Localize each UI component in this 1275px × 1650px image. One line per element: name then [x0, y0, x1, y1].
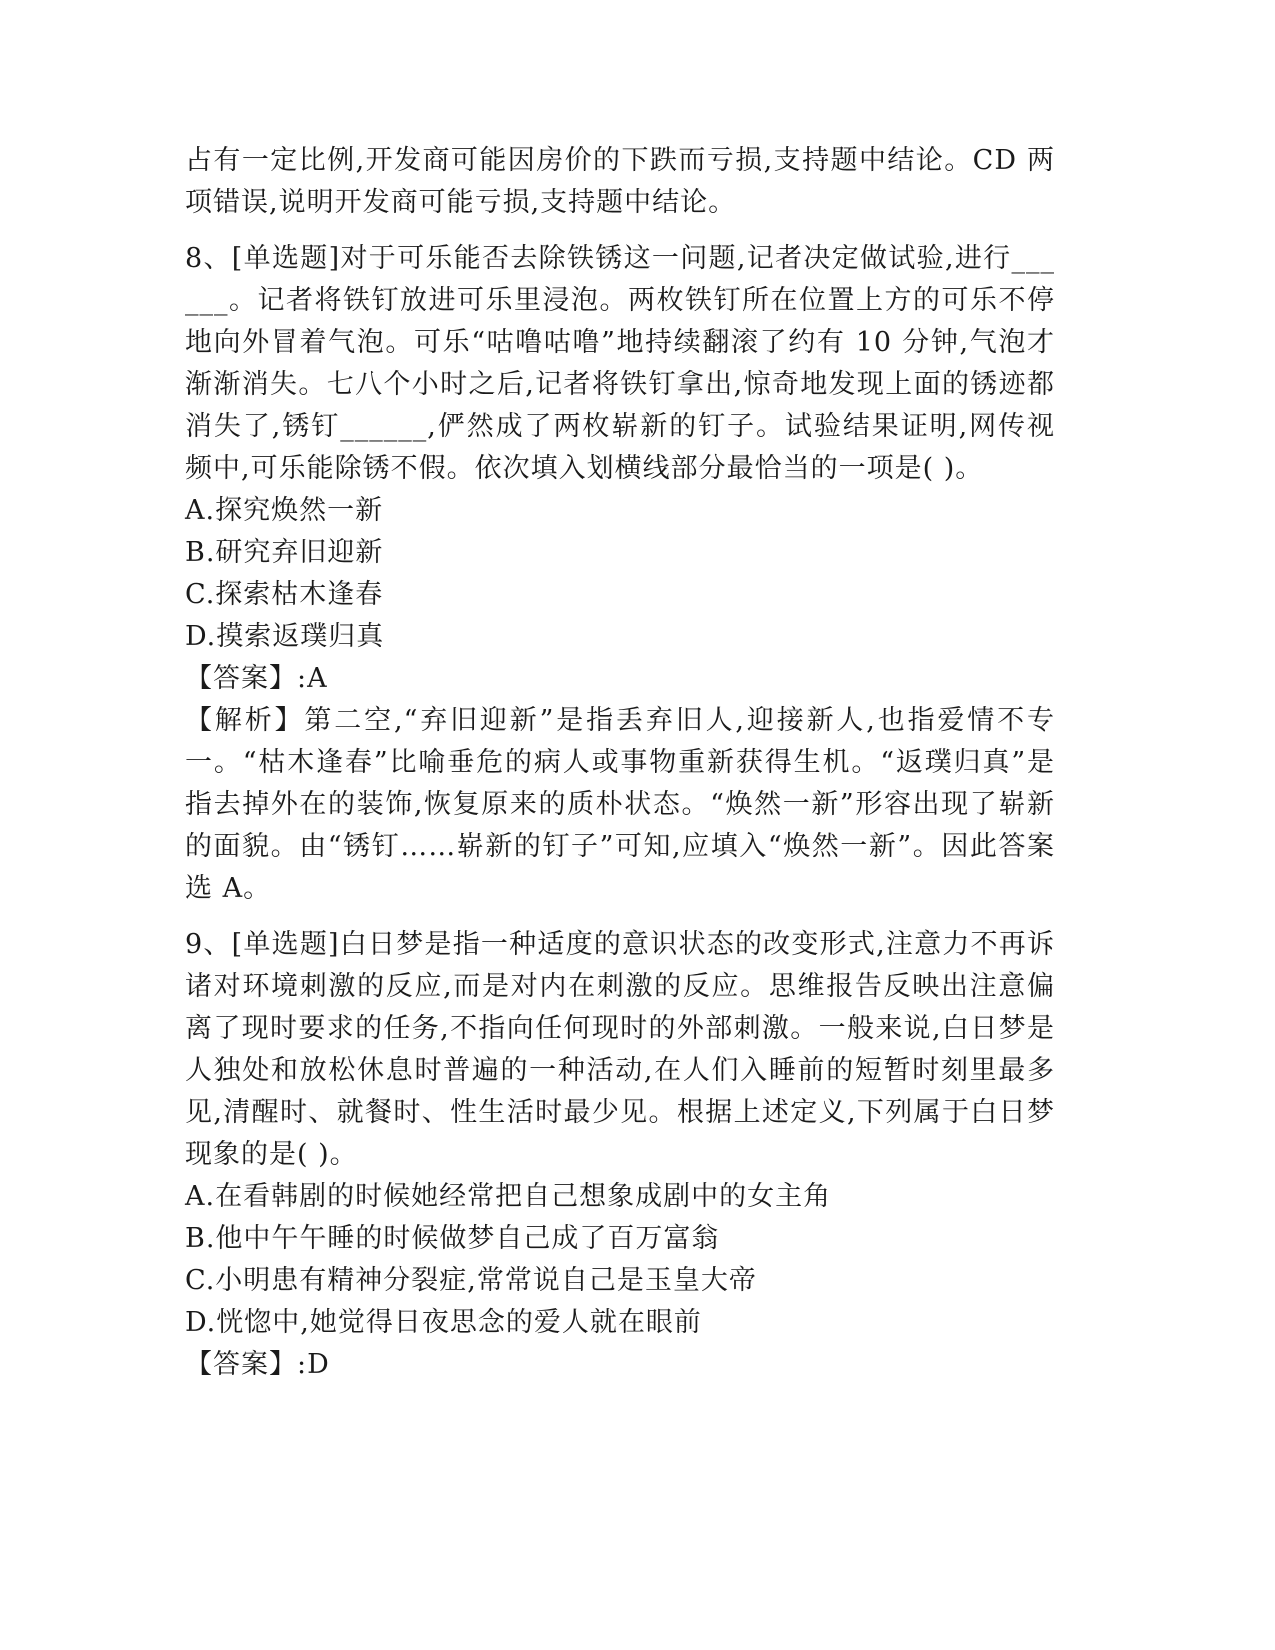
question-8-option-b: B.研究弃旧迎新 [185, 537, 384, 568]
question-8-stem: 8、[单选题]对于可乐能否去除铁锈这一问题,记者决定做试验,进行______。记者将铁钉放进可乐里浸泡。两枚铁钉所在位置上方的可乐不停地向外冒着气泡。可乐“咕噜咕噜”地持续翻滚了约有 10 分钟,气泡才渐渐消失。七八个小时之后,记者将铁钉拿出,惊奇地发现上面的锈迹都消失了,锈钉______,俨然成了两枚崭新的钉子。试验结果证明,网传视频中,可乐能除锈不假。依次填入划横线部分最恰当的一项是( )。 [185, 243, 1055, 484]
previous-analysis-continuation: 占有一定比例,开发商可能因房价的下跌而亏损,支持题中结论。CD 两项错误,说明开发商可能亏损,支持题中结论。 [185, 145, 1055, 218]
question-8-option-c: C.探索枯木逢春 [185, 579, 384, 610]
question-9-option-a: A.在看韩剧的时候她经常把自己想象成剧中的女主角 [185, 1181, 832, 1212]
question-9 [185, 924, 1055, 1386]
question-9-option-c: C.小明患有精神分裂症,常常说自己是玉皇大帝 [185, 1265, 757, 1296]
spacer [185, 910, 1055, 924]
question-8-answer: 【答案】:A [185, 663, 328, 694]
question-9-option-b: B.他中午午睡的时候做梦自己成了百万富翁 [185, 1223, 720, 1254]
document-body [185, 140, 1055, 1386]
question-8 [185, 238, 1055, 910]
question-9-answer: 【答案】:D [185, 1349, 330, 1380]
question-9-option-d: D.恍惚中,她觉得日夜思念的爱人就在眼前 [185, 1307, 702, 1338]
question-9-stem: 9、[单选题]白日梦是指一种适度的意识状态的改变形式,注意力不再诉诸对环境刺激的反应,而是对内在刺激的反应。思维报告反映出注意偏离了现时要求的任务,不指向任何现时的外部刺激。一般来说,白日梦是人独处和放松休息时普遍的一种活动,在人们入睡前的短暂时刻里最多见,清醒时、就餐时、性生活时最少见。根据上述定义,下列属于白日梦现象的是( )。 [185, 929, 1055, 1170]
question-8-option-d: D.摸索返璞归真 [185, 621, 385, 652]
question-8-option-a: A.探究焕然一新 [185, 495, 384, 526]
spacer [185, 224, 1055, 238]
question-8-analysis: 【解析】第二空,“弃旧迎新”是指丢弃旧人,迎接新人,也指爱情不专一。“枯木逢春”比喻垂危的病人或事物重新获得生机。“返璞归真”是指去掉外在的装饰,恢复原来的质朴状态。“焕然一新”形容出现了崭新的面貌。由“锈钉……崭新的钉子”可知,应填入“焕然一新”。因此答案选 A。 [185, 705, 1055, 904]
